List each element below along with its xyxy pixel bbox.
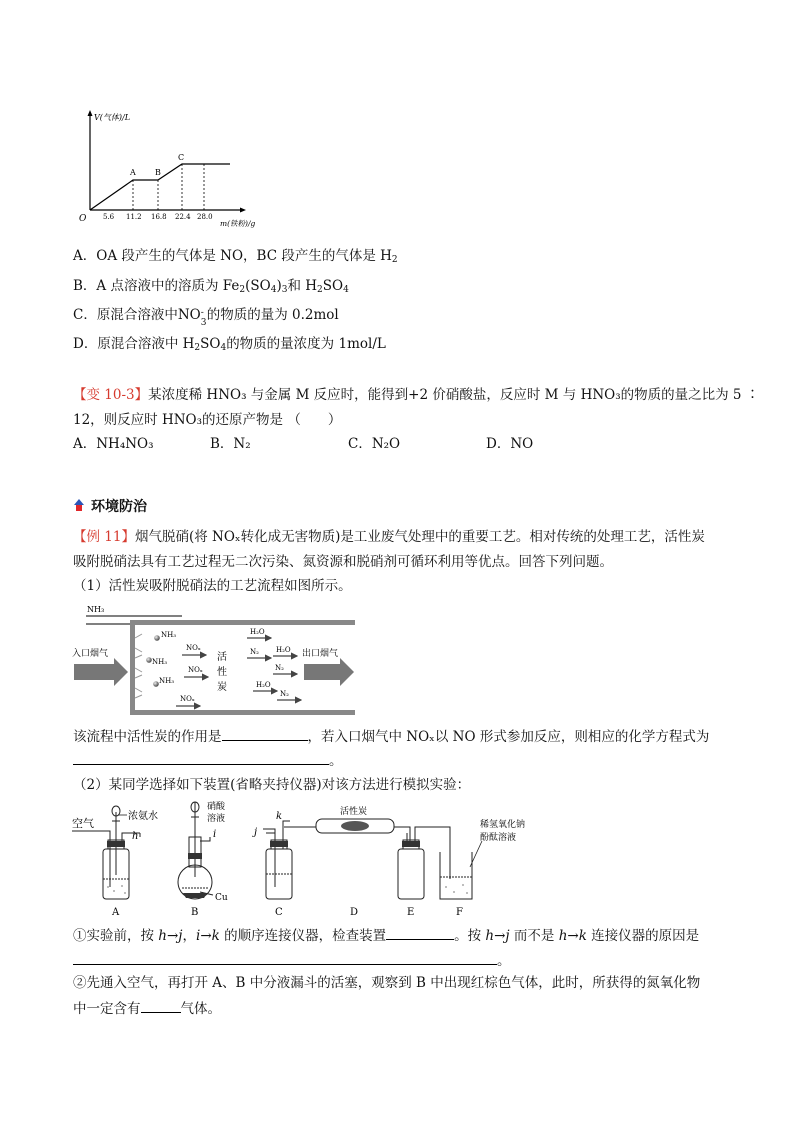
nitric-acid-label-1: 硝酸 [207,802,226,812]
point-c: C [178,153,185,162]
q103-tag: 【变 10-3】 [73,387,149,403]
nox-label: NOₓ [186,644,201,652]
h2o-label: H₂O [250,628,265,636]
section-bullet-icon [73,499,85,513]
origin-label: O [79,214,87,224]
cu-label: Cu [215,893,228,903]
n2-label: N₂ [275,664,284,672]
nh3-inlet-label: NH₃ [87,605,105,614]
port-k-label: k [276,811,283,822]
nh3-label: NH₃ [159,677,175,685]
nox-label: NOₓ [180,695,195,703]
denitration-flow-diagram [70,598,360,723]
ex11-step2-line2: 中一定含有 气体。 [73,998,221,1019]
apparatus-letter-d: D [350,907,359,918]
tick-label: 11.2 [126,213,142,221]
answer-blank-check[interactable] [386,925,454,940]
ex11-part2: （2）某同学选择如下装置(省略夹持仪器)对该方法进行模拟实验： [73,777,471,793]
apparatus-letter-b: B [191,907,199,918]
ex11-part1: （1）活性炭吸附脱硝法的工艺流程如图所示。 [73,578,352,594]
port-h-label: h [132,831,139,842]
inlet-label: 入口烟气 [72,649,109,659]
q103-line2: 12，则反应时 HNO₃的还原产物是 （ ） [73,412,342,428]
ammonia-label: 浓氨水 [128,811,158,822]
y-axis-label: V(气体)/L [94,113,131,122]
tick-label: 16.8 [151,213,167,221]
n2-label: N₂ [280,690,289,698]
tick-label: 28.0 [197,213,213,221]
answer-blank-reason[interactable] [73,950,497,965]
tick-label: 5.6 [103,213,115,221]
carbon-char-1: 活 [217,652,227,663]
ex11-tag: 【例 11】 [73,529,135,545]
point-b: B [155,168,161,177]
h2o-label: H₂O [256,681,271,689]
point-a: A [130,168,136,177]
h2o-label: H₂O [276,646,291,654]
apparatus-letter-c: C [275,907,283,918]
ex11-step1: ①实验前，按 h→j，i→k 的顺序连接仪器，检查装置 。按 h→j 而不是 h→k 连接仪器的原因是 [73,925,699,946]
answer-blank-gas[interactable] [141,998,181,1013]
q103-line1: 【变 10-3】某浓度稀 HNO₃ 与金属 M 反应时，能得到+2 价硝酸盐，反应时 M 与 HNO₃的物质的量之比为 5 ∶ [73,387,760,403]
ex11-line2: 吸附脱硝法具有工艺过程无二次污染、氮资源和脱硝剂可循环利用等优点。回答下列问题。 [73,554,613,570]
ex11-step1-reason: 。 [73,950,511,971]
answer-blank-carbon-role[interactable] [222,726,308,741]
apparatus-letter-a: A [112,907,120,918]
outlet-label: 出口烟气 [302,649,339,659]
nh3-label: NH₃ [152,658,168,666]
ex11-line1: 【例 11】烟气脱硝(将 NOₓ转化成无害物质)是工业废气处理中的重要工艺。相对传统的处理工艺，活性炭 [73,529,705,545]
carbon-label: 活性炭 [340,807,368,817]
volume-mass-graph [70,100,290,235]
carbon-char-2: 性 [217,667,227,678]
option-c: C．原混合溶液中NO - 3 的物质的量为 0.2mol [73,307,339,328]
q103-option-d: D．NO [486,436,534,452]
tick-label: 22.4 [175,213,191,221]
option-a: A．OA 段产生的气体是 NO，BC 段产生的气体是 $H_2$ [73,248,398,265]
apparatus-letter-f: F [456,907,463,918]
section-header [73,497,147,517]
port-j-label: j [254,827,258,838]
n2-label: N₂ [250,648,259,656]
option-d: D．原混合溶液中 $H_2SO_4$的物质的量浓度为 1mol/L [73,336,386,353]
q103-option-c: C．N₂O [348,436,401,452]
carbon-char-3: 炭 [217,682,227,693]
naoh-label-2: 酚酞溶液 [480,833,517,843]
air-label: 空气 [72,817,94,830]
nox-label: NOₓ [188,666,203,674]
nh3-label: NH₃ [161,631,177,639]
apparatus-diagram [70,797,530,921]
nitric-acid-label-2: 溶液 [207,814,226,824]
apparatus-letter-e: E [407,907,415,918]
ex11-part1-question: 该流程中活性炭的作用是 ，若入口烟气中 NOₓ以 NO 形式参加反应，则相应的化学方程式为 [73,726,709,747]
inlet-arrow [74,658,128,686]
ex11-part1-equation: 。 [73,750,343,771]
outlet-arrow [304,658,354,686]
port-i-label: i [213,829,217,840]
section-title: 环境防治 [91,499,147,515]
ex11-step2-line1: ②先通入空气，再打开 A、B 中分液漏斗的活塞，观察到 B 中出现红棕色气体，此时，所获得的氮氧化物 [73,975,701,991]
option-b: B．A 点溶液中的溶质为 $Fe_2(SO_4)_3$和 $H_2SO_4$ [73,278,349,295]
q103-option-a: A．NH₄NO₃ [73,436,154,452]
answer-blank-equation[interactable] [73,750,329,765]
naoh-label-1: 稀氢氧化钠 [480,820,526,830]
x-axis-label: m(铁粉)/g [220,219,256,228]
q103-option-b: B．N₂ [210,436,251,452]
